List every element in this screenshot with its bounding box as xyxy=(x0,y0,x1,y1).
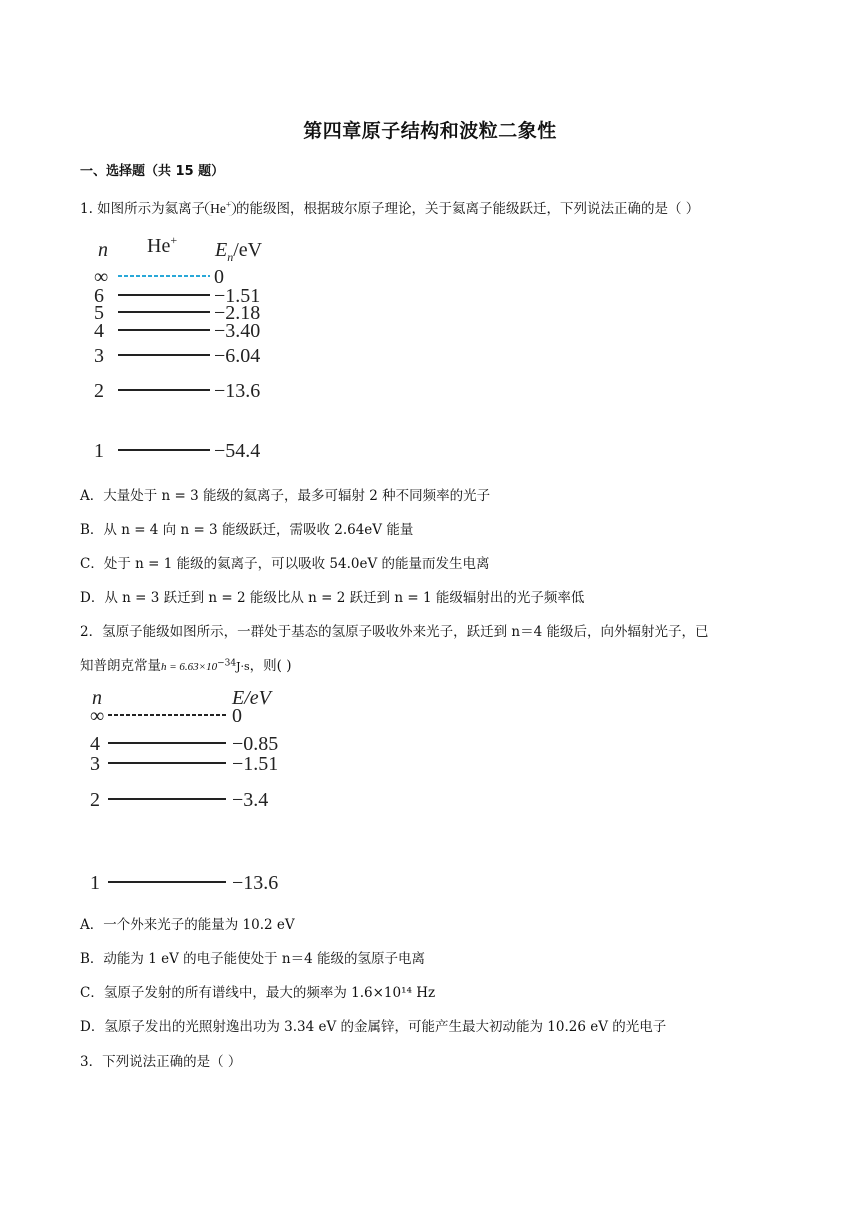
level-n-label: 4 xyxy=(90,733,100,755)
question-3-stem: 3．下列说法正确的是（ ） xyxy=(80,1054,242,1070)
question-2-option-c[interactable]: C．氢原子发射的所有谱线中，最大的频率为 1.6×10¹⁴ Hz xyxy=(80,985,436,1001)
level-n-label: ∞ xyxy=(90,705,105,727)
question-2-option-b[interactable]: B．动能为 1 eV 的电子能使处于 n＝4 能级的氢原子电离 xyxy=(80,951,425,967)
energy-levels xyxy=(94,266,260,462)
question-1-stem-a: 1. 如图所示为氦离子 xyxy=(80,201,206,217)
question-2-stem-line1: 2．氢原子能级如图所示，一群处于基态的氢原子吸收外来光子，跃迁到 n＝4 能级后，向外辐射光子，已 xyxy=(80,624,709,640)
level-n-label: ∞ xyxy=(94,266,109,288)
n-axis-label: n xyxy=(98,239,108,261)
planck-constant: $h = 6.63\times 10^{-34}J\cdot s$ xyxy=(161,658,250,673)
level-n-label: 4 xyxy=(94,320,104,342)
ion-symbol: He+ xyxy=(205,201,236,216)
n-axis-label: n xyxy=(92,687,102,709)
question-2-option-d[interactable]: D．氢原子发出的光照射逸出功为 3.34 eV 的金属锌，可能产生最大初动能为 10.26 eV 的光电子 xyxy=(80,1019,667,1035)
question-1-stem-b: 的能级图，根据玻尔原子理论，关于氦离子能级跃迁，下列说法正确的是（ ） xyxy=(236,201,700,217)
question-1-option-b[interactable]: B．从 n = 4 向 n = 3 能级跃迁，需吸收 2.64eV 能量 xyxy=(80,522,414,538)
level-energy-label: −13.6 xyxy=(214,380,261,402)
question-2-option-a[interactable]: A．一个外来光子的能量为 10.2 eV xyxy=(80,917,295,933)
level-n-label: 5 xyxy=(94,302,104,324)
level-n-label: 1 xyxy=(90,872,100,894)
level-energy-label: −54.4 xyxy=(214,440,261,462)
question-1-option-d[interactable]: D．从 n = 3 跃迁到 n = 2 能级比从 n = 2 跃迁到 n = 1 能级辐射出的光子频率低 xyxy=(80,590,585,606)
energy-axis-label: E/eV xyxy=(232,687,271,709)
level-n-label: 6 xyxy=(94,285,104,307)
level-energy-label: 0 xyxy=(232,705,242,727)
level-n-label: 2 xyxy=(94,380,104,402)
level-n-label: 1 xyxy=(94,440,104,462)
section-heading: 一、选择题（共 15 题） xyxy=(80,164,225,179)
level-energy-label: −3.40 xyxy=(214,320,261,342)
level-energy-label: −1.51 xyxy=(214,285,261,307)
hydrogen-energy-level-diagram xyxy=(86,682,296,896)
question-2-stem-line2: 知普朗克常量$h = 6.63\times 10^{-34}J\cdot s$，则( ) xyxy=(80,658,292,674)
level-n-label: 2 xyxy=(90,789,100,811)
energy-axis-label: $E_n/eV$ xyxy=(215,239,263,264)
level-n-label: 3 xyxy=(90,753,100,775)
level-energy-label: −6.04 xyxy=(214,345,261,367)
level-energy-label: −3.4 xyxy=(232,789,269,811)
energy-levels xyxy=(90,705,278,894)
question-1-option-a[interactable]: A．大量处于 n = 3 能级的氦离子，最多可辐射 2 种不同频率的光子 xyxy=(80,488,491,504)
level-energy-label: −13.6 xyxy=(232,872,279,894)
level-energy-label: −0.85 xyxy=(232,733,279,755)
level-n-label: 3 xyxy=(94,345,104,367)
question-1-stem xyxy=(80,197,699,217)
he-ion-energy-level-diagram xyxy=(84,232,284,464)
question-1-option-c[interactable]: C．处于 n = 1 能级的氦离子，可以吸收 54.0eV 的能量而发生电离 xyxy=(80,556,490,572)
level-energy-label: −2.18 xyxy=(214,302,261,324)
document-title: 第四章原子结构和波粒二象性 xyxy=(303,120,557,142)
diagram-species-label: He+ xyxy=(147,233,178,257)
level-energy-label: 0 xyxy=(214,266,224,288)
level-energy-label: −1.51 xyxy=(232,753,279,775)
